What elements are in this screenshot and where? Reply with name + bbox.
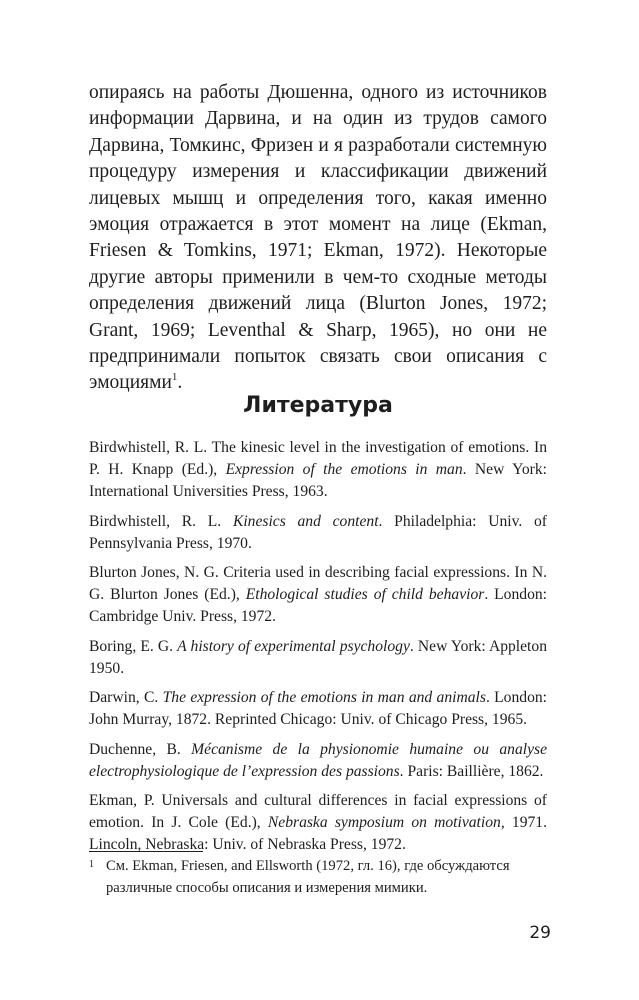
page-number: 29 [529,923,551,943]
reference-entry [89,739,547,783]
reference-entry [89,437,547,503]
reference-text: . London: John Murray, 1872. Reprinted Chicago: Univ. of Chicago Press, 1965. [89,689,547,728]
reference-title: Kinesics and content [232,512,379,530]
footnote-text: См. Ekman, Friesen, and Ellsworth (1972, гл. 16), где обсуждаются различные способы описания и измерения мимики. [106,858,510,896]
reference-entry [89,636,547,680]
reference-text: . London: Cambridge Univ. Press, 1972. [89,586,547,625]
reference-text: Birdwhistell, R. L. [89,512,233,530]
reference-title: The expression of the emotions in man and animals [162,689,486,706]
reference-text: Ekman, P. Universals and cultural differences in facial expressions of emotion. In J. Cole (Ed.), [89,792,547,831]
reference-text: 1971. Lincoln, Nebraska: Univ. of Nebraska Press, 1972. [89,814,547,853]
reference-title: Mécanisme de la physionomie humaine ou analyse electrophysiologique de l’expression des passions [89,740,547,780]
footnote [89,855,547,899]
body-paragraph-text: опираясь на работы Дюшенна, одного из источников информации Дарвина, и на один из трудов самого Дарвина, Томкинс, Фризен и я разработали системную процедуру измерения и классификации движений лицевых мышц и определения того, какая именно эмоция отражается в этот момент на лице (Ekman, Friesen & Tomkins, 1971; Ekman, 1972). Некоторые другие авторы применили в чем-то сходные методы определения движений лица (Blurton Jones, 1972; Grant, 1969; Leventhal & Sharp, 1965), но они не предпринимали попыток связать свои описания с эмоциями [89,82,547,394]
body-paragraph-end: . [177,372,183,394]
reference-entry [89,562,547,628]
reference-title: Ethological studies of child behavior [245,586,485,603]
footnote-divider [89,851,203,852]
reference-text: . New York: International Universities Press, 1963. [89,461,547,500]
reference-text: Boring, E. G. [89,637,178,655]
reference-text: . Philadelphia: Univ. of Pennsylvania Press, 1970. [89,512,547,552]
reference-text: Duchenne, B. [89,740,192,758]
footnote-reference: 1 [171,370,178,383]
reference-title: Expression of the emotions in man [225,461,463,478]
body-paragraph [89,80,547,397]
reference-list [89,437,547,864]
reference-entry [89,511,547,555]
reference-entry [89,790,547,856]
reference-text: Blurton Jones, N. G. Criteria used in describing facial expressions. In N. G. Blurton Jones (Ed.), [89,564,547,603]
footnote-marker: 1 [89,859,94,870]
reference-text: . New York: Appleton 1950. [89,637,547,677]
reference-text: Birdwhistell, R. L. The kinesic level in the investigation of emotions. In P. H. Knapp (Ed.), [89,439,547,478]
reference-entry [89,687,547,731]
reference-title: Nebraska symposium on motivation, [267,814,505,831]
references-heading: Литература [243,393,393,418]
reference-text: Darwin, C. [89,689,163,706]
reference-text: . Paris: Baillière, 1862. [399,762,544,780]
reference-title: A history of experimental psychology [177,637,410,655]
